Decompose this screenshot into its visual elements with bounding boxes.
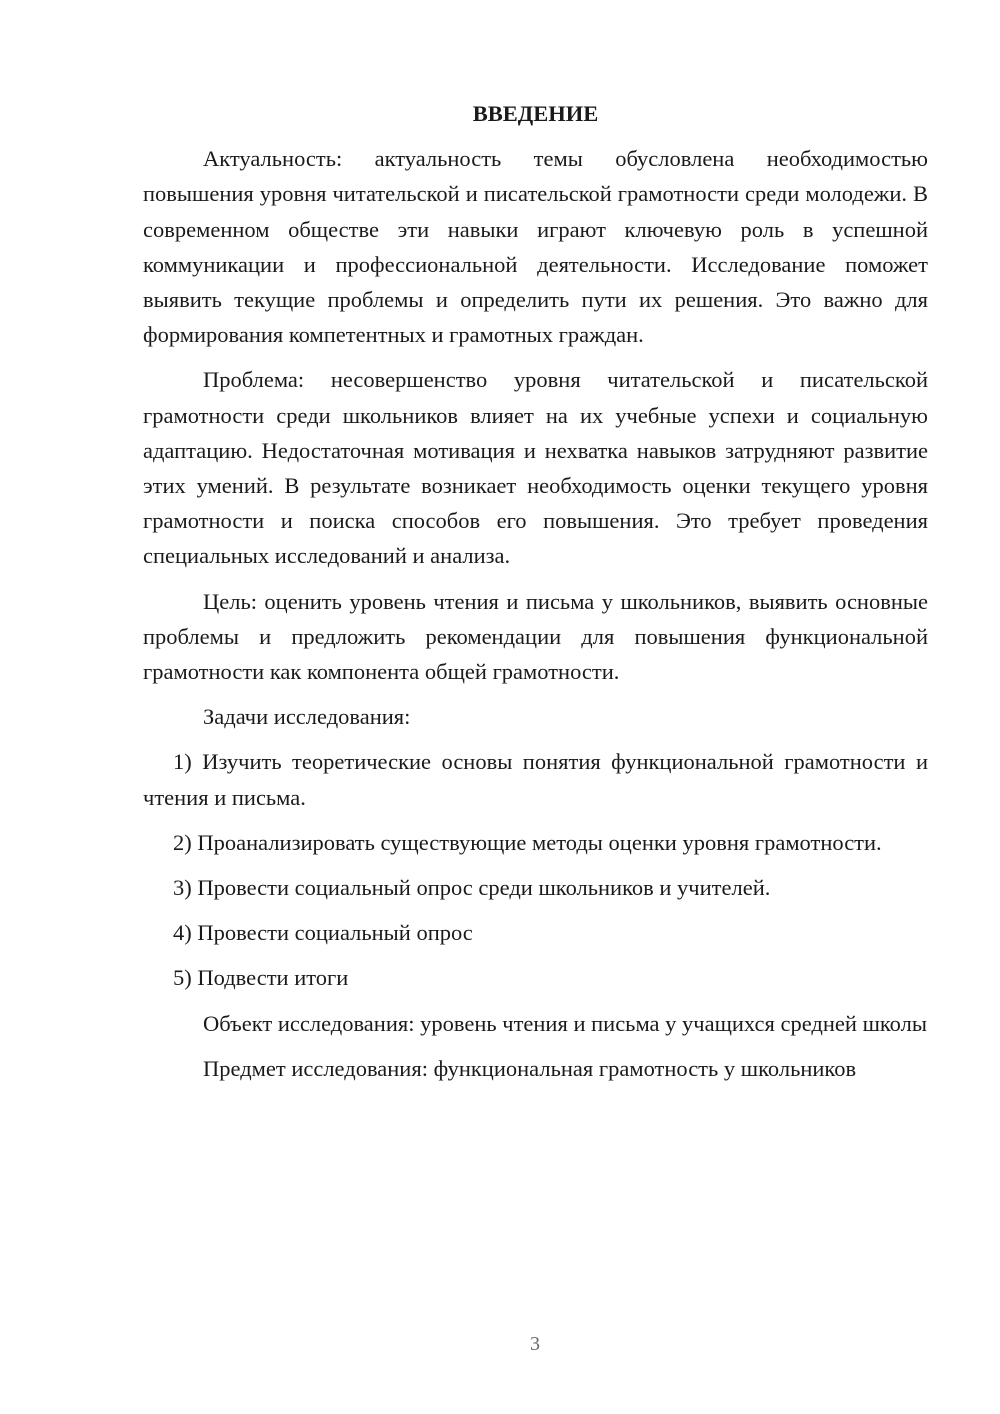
paragraph-subject: Предмет исследования: функциональная грамотность у школьников xyxy=(203,1055,857,1081)
task-item-2: 2) Проанализировать существующие методы оценки уровня грамотности. xyxy=(173,829,882,855)
task-item-1: 1) Изучить теоретические основы понятия функциональной грамотности и чтения и письма. xyxy=(143,749,928,810)
document-page xyxy=(143,96,928,1096)
paragraph-object: Объект исследования: уровень чтения и письма у учащихся средней школы xyxy=(203,1010,927,1036)
task-item-3: 3) Провести социальный опрос среди школьников и учителей. xyxy=(173,875,771,901)
paragraph-goal: Цель: оценить уровень чтения и письма у школьников, выявить основные проблемы и предложить рекомендации для повышения функциональной грамотности как компонента общей грамотности. xyxy=(143,588,928,685)
page-title: ВВЕДЕНИЕ xyxy=(472,101,599,126)
task-item-5: 5) Подвести итоги xyxy=(173,965,349,991)
paragraph-relevance: Актуальность: актуальность темы обусловлена необходимостью повышения уровня читательской и писательской грамотности среди молодежи. В современном обществе эти навыки играют ключевую роль в успешной коммуникации и профессиональной деятельности. Исследование поможет выявить текущие проблемы и определить пути их решения. Это важно для формирования компетентных и грамотных граждан. xyxy=(143,146,928,348)
page-number: 3 xyxy=(530,1333,540,1355)
paragraph-problem: Проблема: несовершенство уровня читательской и писательской грамотности среди школьников влияет на их учебные успехи и социальную адаптацию. Недостаточная мотивация и нехватка навыков затрудняют развитие этих умений. В результате возникает необходимость оценки текущего уровня грамотности и поиска способов его повышения. Это требует проведения специальных исследований и анализа. xyxy=(143,367,928,569)
tasks-heading: Задачи исследования: xyxy=(203,704,411,730)
task-item-4: 4) Провести социальный опрос xyxy=(173,920,473,946)
